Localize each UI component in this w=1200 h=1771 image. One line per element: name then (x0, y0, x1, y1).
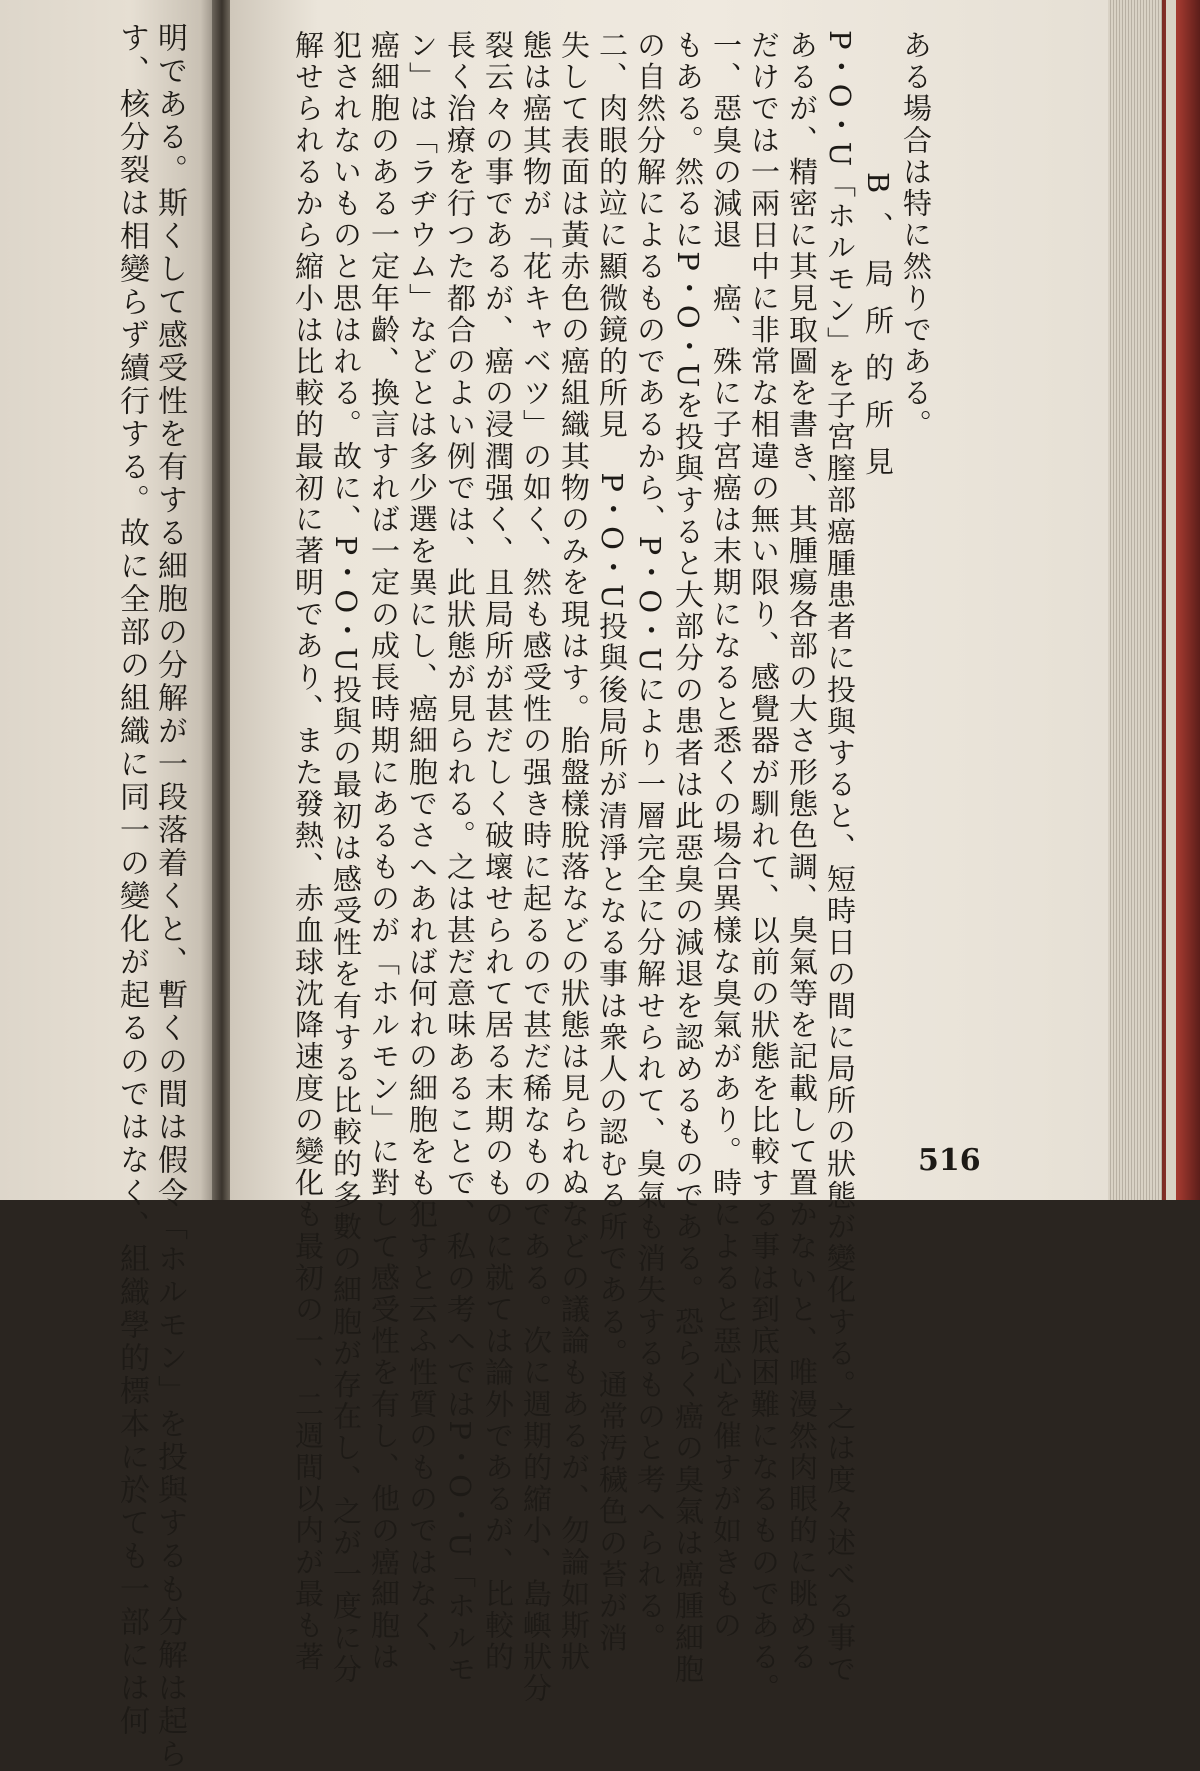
page-number: 516 (918, 1143, 981, 1178)
right-page-text (289, 30, 935, 1705)
body-line: 二、肉眼的竝に顯微鏡的所見 P・O・U投與後局所が清淨となる事は衆人の認むる所である。通常汚穢色の苔が消 (595, 30, 629, 1654)
body-line: の自然分解によるものであるから、P・O・Uにより一層完全に分解せられて、臭氣も消失するものと考へられる。 (633, 30, 667, 1654)
left-line-2: す、核分裂は相變らず續行する。故に全部の組織に同一の變化が起るのではなく、組織學的標本に於ても一部には何 (114, 22, 149, 1738)
body-line: 裂云々の事であるが、癌の浸潤强く、且局所が甚だしく破壞せられて居る末期のものに就ては論外であるが、比較的 (481, 30, 515, 1674)
body-line: 一、惡臭の減退 癌、殊に子宮癌は末期になると悉くの場合異樣な臭氣があり。時によると惡心を催すが如きもの (709, 30, 743, 1642)
body-line: P・O・U「ホルモン」を子宮膣部癌腫患者に投與すると、短時日の間に局所の狀態が變化する。之は度々述べる事で (823, 30, 857, 1686)
body-line: ン」は「ラヂウム」などとは多少選を異にし、癌細胞でさへあれば何れの細胞をも犯すと云ふ性質のものではなく、 (405, 30, 439, 1674)
left-page-text (112, 22, 188, 1771)
body-line: 犯されないものと思はれる。故に、P・O・U投與の最初は感受性を有する比較的多數の細胞が存在し、之が一度に分 (329, 30, 363, 1686)
cover-inner-edge (1166, 0, 1176, 1200)
body-line: 癌細胞のある一定年齡、換言すれば一定の成長時期にあるものが「ホルモン」に對して感受性を有し、他の癌細胞は (367, 30, 401, 1674)
body-line: 失して表面は黃赤色の癌組織其物のみを現はす。胎盤樣脫落などの狀態は見られぬなどの議論もあるが、勿論如斯狀 (557, 30, 591, 1674)
left-line-1: 明である。斯くして感受性を有する細胞の分解が一段落着くと、暫くの間は假令「ホルモン」を投與するも分解は起ら (152, 22, 187, 1771)
body-line: もある。然るにP・O・Uを投與すると大部分の患者は此惡臭の減退を認めるものである。恐らく癌の臭氣は癌腫細胞 (671, 30, 705, 1686)
body-line: 態は癌其物が「花キャベツ」の如く、然も感受性の强き時に起るので甚だ稀なものである。次に週期的縮小、島嶼狀分 (519, 30, 553, 1705)
body-line: だけでは一兩日中に非常な相違の無い限り、感覺器が馴れて、以前の狀態を比較する事は到底困難になるものである。 (747, 30, 781, 1705)
intro-line: ある場合は特に然りである。 (899, 30, 933, 441)
body-line: あるが、精密に其見取圖を書き、其腫瘍各部の大さ形態色調、臭氣等を記載して置かないと、唯漫然肉眼的に眺める (785, 30, 819, 1674)
section-heading: B、局所的所見 (861, 172, 895, 494)
body-line: 長く治療を行つた都合のよい例では、此狀態が見られる。之は甚だ意味あることで、私の考へではP・O・U「ホルモ (443, 30, 477, 1686)
body-line: 解せられるから縮小は比較的最初に著明であり、また發熱、赤血球沈降速度の變化も最初の一、二週間以内が最も著 (291, 30, 325, 1674)
